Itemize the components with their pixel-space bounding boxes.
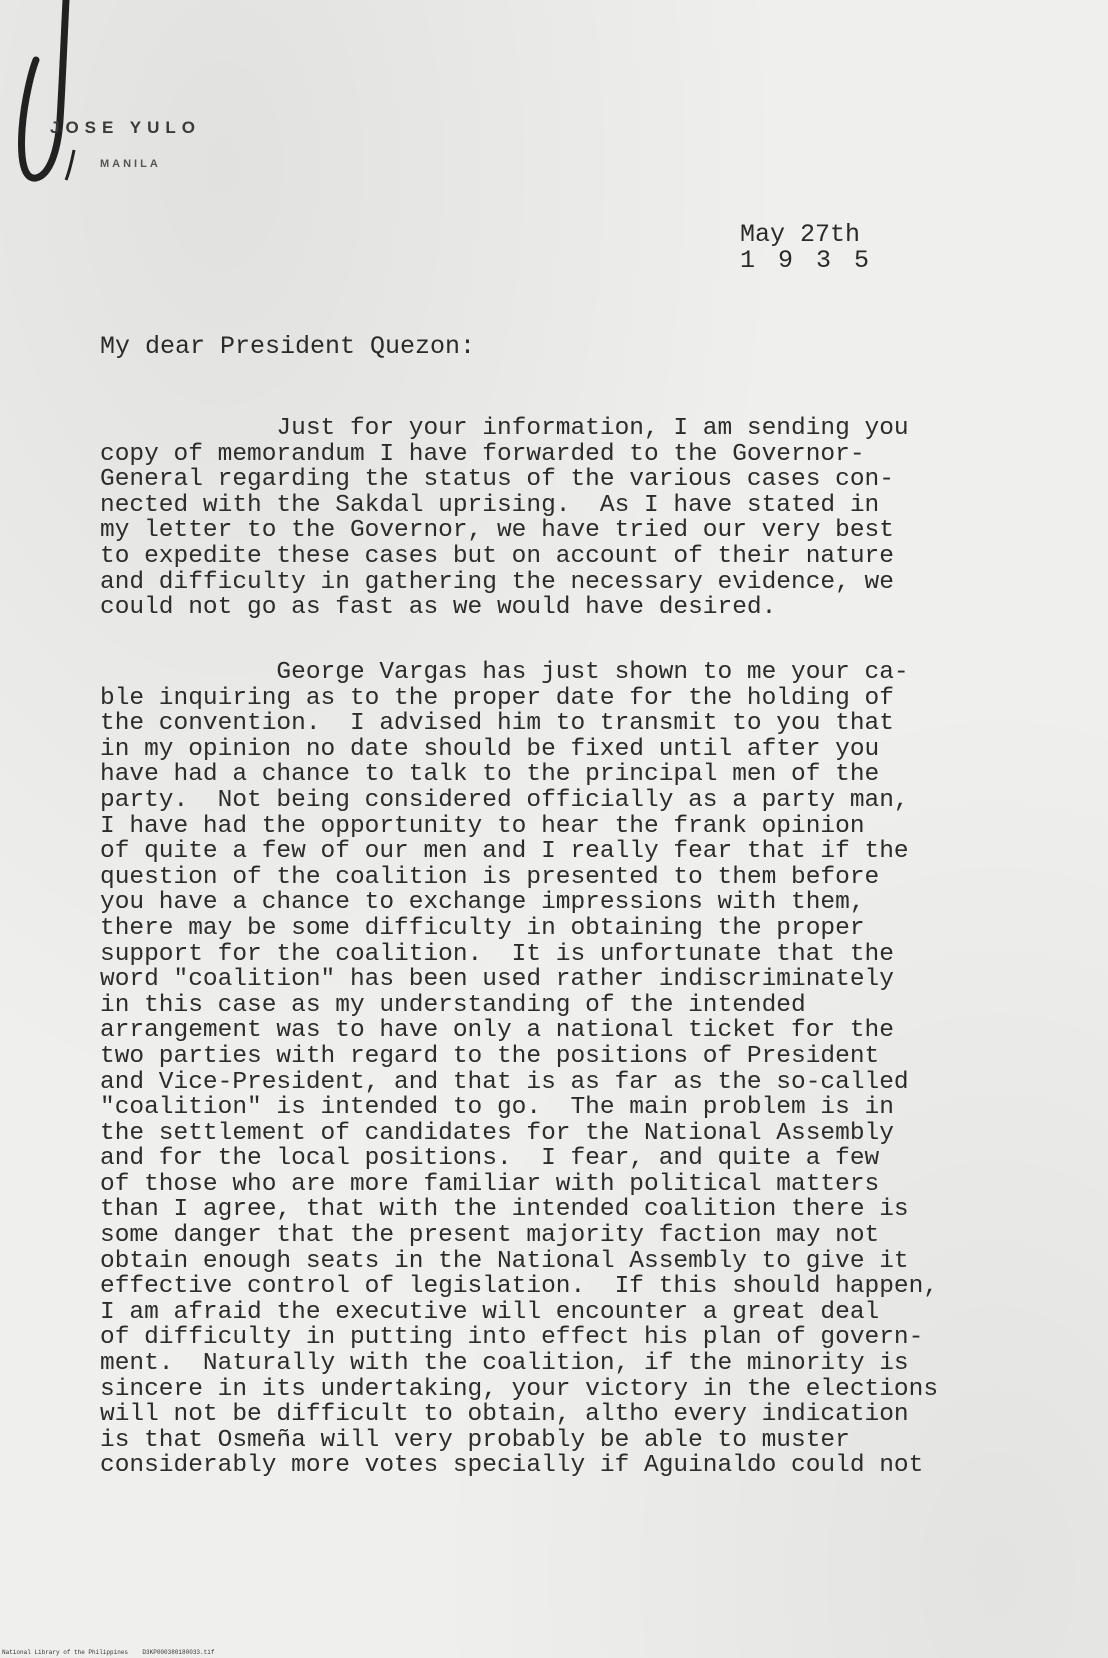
letterhead-name: JOSE YULO (50, 118, 201, 137)
body-paragraph: Just for your information, I am sending you copy of memorandum I have forwarded to the Governor- General regarding the status of the various cases con- nected with the Sakdal uprising. As I have stated in my letter to the Governor, we have tried our very best to expedite these cases but on account of their nature and difficulty in gathering the necessary evidence, we could not go as fast as we would have desired. (100, 415, 909, 622)
letter-year: 1 9 3 5 (740, 246, 874, 275)
letterhead-city: MANILA (100, 158, 161, 170)
archive-caption: National Library of the Philippines D3KP000380180033.tif (2, 1649, 215, 1656)
body-paragraph: George Vargas has just shown to me your ca- ble inquiring as to the proper date for the holding of the convention. I advised him to transmit to you that in my opinion no date should be fixed until after you have had a chance to talk to the principal men of the party. Not being considered officially as a party man, I have had the opportunity to hear the frank opinion of quite a few of our men and I really fear that if the question of the coalition is presented to them before you have a chance to exchange impressions with them, there may be some difficulty in obtaining the proper support for the coalition. It is unfortunate that the word "coalition" has been used rather indiscriminately in this case as my understanding of the intended arrangement was to have only a national ticket for the two parties with regard to the positions of President and Vice-President, and that is as far as the so-called "coalition" is intended to go. The main problem is in the settlement of candidates for the National Assembly and for the local positions. I fear, and quite a few of those who are more familiar with political matters than I agree, that with the intended coalition there is some danger that the present majority faction may not obtain enough seats in the National Assembly to give it effective control of legislation. If this should happen, I am afraid the executive will encounter a great deal of difficulty in putting into effect his plan of govern- ment. Naturally with the coalition, if the minority is sincere in its undertaking, your victory in the elections will not be difficult to obtain, altho every indication is that Osmeña will very probably be able to muster considerably more votes specially if Aguinaldo could not (100, 659, 939, 1480)
salutation: My dear President Quezon: (100, 332, 476, 361)
handwritten-mark (14, 0, 84, 200)
letter-date: May 27th (740, 220, 861, 249)
